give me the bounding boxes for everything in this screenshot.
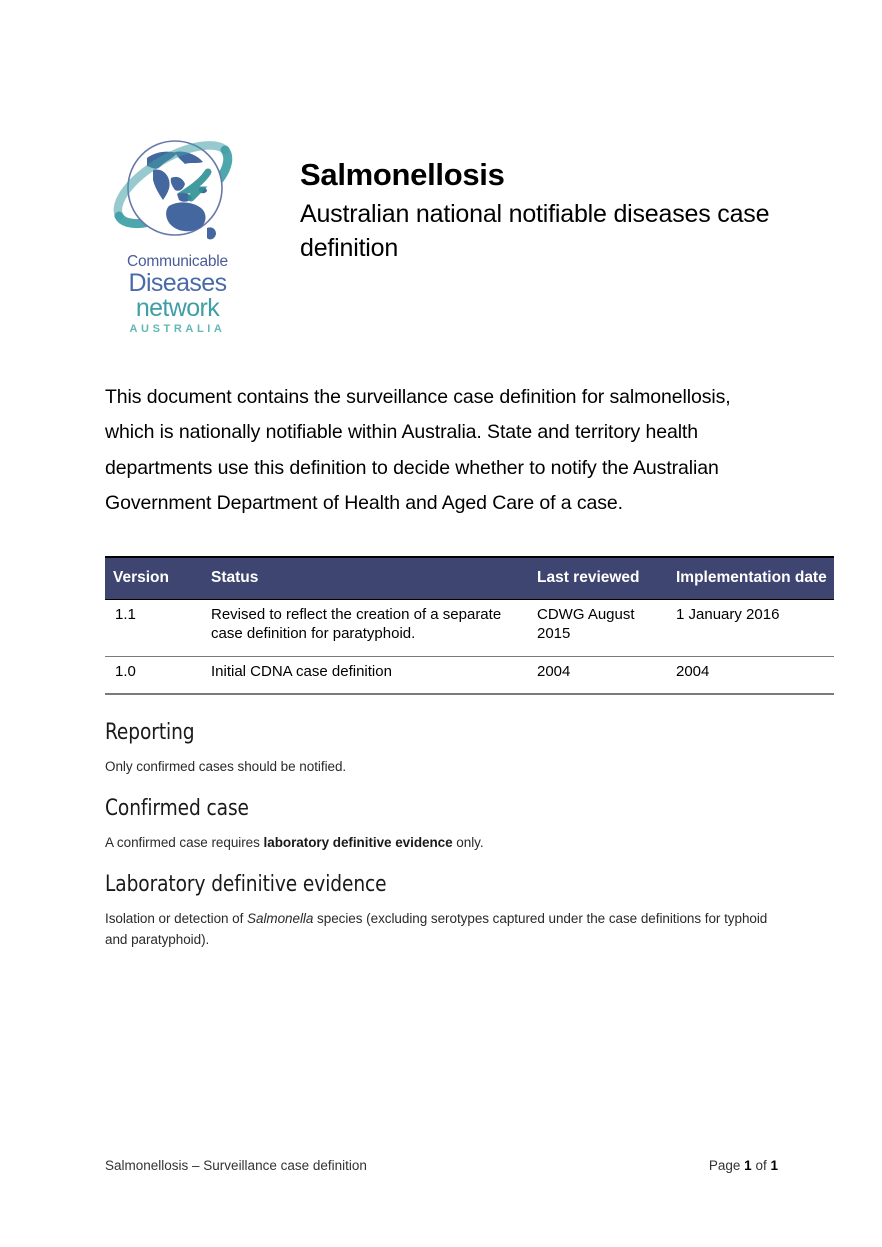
cell-last-reviewed: 2004 (529, 657, 668, 695)
column-header-last-reviewed: Last reviewed (529, 557, 668, 600)
footer-page-label: Page (708, 1158, 741, 1173)
table-header (105, 557, 834, 600)
footer-of-label: of (755, 1158, 767, 1173)
logo-line-communicable: Communicable (127, 253, 228, 270)
cell-implementation-date: 2004 (668, 657, 834, 695)
section-laboratory-definitive-evidence (105, 872, 783, 950)
intro-paragraph: This document contains the surveillance case definition for salmonellosis, which is nationally notifiable within Australia. State and territory health departments use this definition to decide whether to notify the Australian Government Department of Health and Aged Care of a case. (105, 385, 731, 514)
text-species-name: Salmonella (247, 911, 314, 926)
text-emphasis: laboratory definitive evidence (263, 835, 453, 850)
page-subtitle: Australian national notifiable diseases case definition (300, 199, 770, 263)
table-header-row (105, 557, 834, 600)
column-header-version: Version (105, 557, 203, 600)
section-reporting (105, 720, 783, 777)
table-body (105, 600, 834, 695)
cdna-logo (105, 128, 250, 338)
section-heading-confirmed-case: Confirmed case (105, 796, 249, 821)
version-history-table (105, 556, 834, 695)
column-header-status: Status (203, 557, 529, 600)
cell-status: Initial CDNA case definition (203, 657, 529, 695)
logo-line-australia: AUSTRALIA (129, 322, 226, 335)
footer-document-name: Salmonellosis – Surveillance case definition (105, 1158, 367, 1173)
table-row (105, 657, 834, 695)
cell-version: 1.1 (105, 600, 203, 657)
page-title: Salmonellosis (300, 157, 505, 192)
footer-page-total: 1 (770, 1158, 778, 1173)
logo-line-network: network (135, 293, 220, 322)
text-prefix: Isolation or detection of (105, 911, 248, 926)
cell-implementation-date: 1 January 2016 (668, 600, 834, 657)
text-suffix: only. (452, 835, 484, 850)
section-body-laboratory-definitive-evidence (105, 908, 783, 950)
title-block (300, 158, 780, 266)
logo-line-diseases: Diseases (128, 268, 227, 297)
document-header (105, 128, 785, 343)
text-suffix: species (excluding serotypes captured under the case definitions for typhoid and paratyphoid). (105, 911, 768, 947)
column-header-implementation-date: Implementation date (668, 557, 834, 600)
logo-wordmark (105, 254, 250, 335)
section-body-reporting: Only confirmed cases should be notified. (105, 759, 347, 774)
section-body-confirmed-case (105, 832, 783, 853)
section-heading-reporting: Reporting (105, 720, 195, 745)
footer-page-indicator (709, 1158, 778, 1173)
text-prefix: A confirmed case requires (105, 835, 264, 850)
table-row (105, 600, 834, 657)
section-confirmed-case (105, 796, 783, 853)
cell-version: 1.0 (105, 657, 203, 695)
cell-status: Revised to reflect the creation of a separate case definition for paratyphoid. (203, 600, 529, 657)
section-heading-laboratory-definitive-evidence: Laboratory definitive evidence (105, 872, 387, 897)
footer-page-number: 1 (744, 1158, 752, 1173)
globe-icon (113, 128, 241, 256)
cell-last-reviewed: CDWG August 2015 (529, 600, 668, 657)
page-footer (105, 1158, 778, 1173)
